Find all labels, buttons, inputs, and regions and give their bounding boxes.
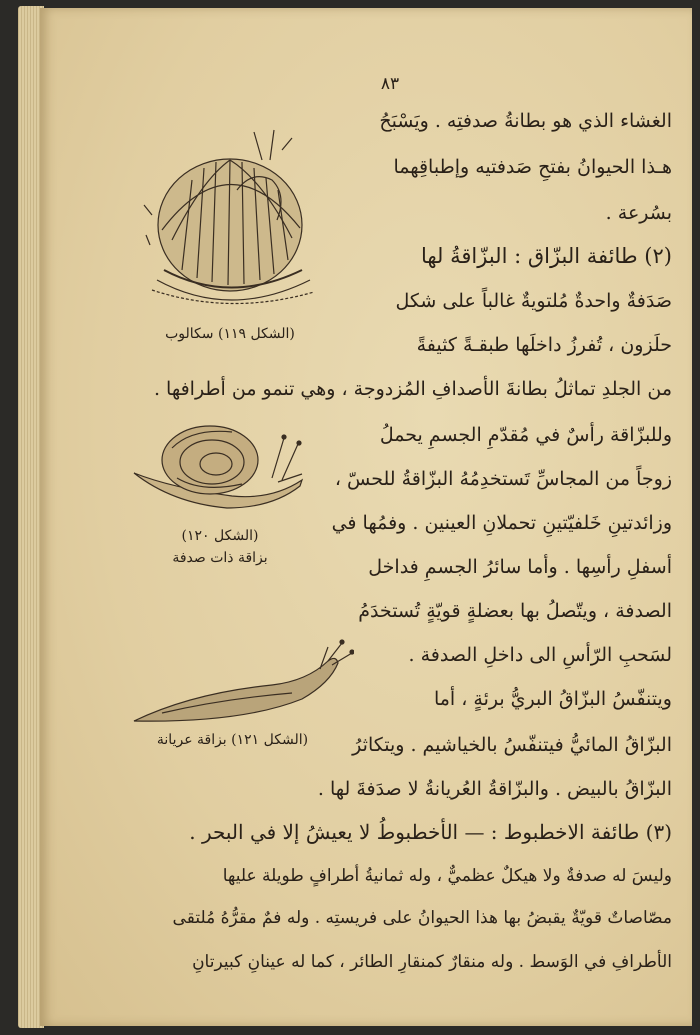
text-line-16: البزّاقُ بالبيض . والبزّاقةُ العُريانةُ لا صدَفةَ لها . xyxy=(317,778,672,800)
figure-119-caption: (الشكل ١١٩) سكالوب xyxy=(165,326,295,342)
text-line-1: الغشاء الذي هو بطانةُ صدفتِه . ويَسْبَحُ xyxy=(379,110,672,132)
text-line-20: الأطرافِ في الوَسط . وله منقارٌ كمنقارِ الطائر ، كما له عينانِ كبيرتانِ xyxy=(192,952,672,972)
book-page xyxy=(40,8,692,1026)
text-line-17: (٣) طائفة الاخطبوط : — الأخطبوطُ لا يعيشُ إلا في البحر . xyxy=(189,820,672,844)
text-line-5: صَدَفةٌ واحدةٌ مُلتويةٌ غالباً على شكل xyxy=(395,290,672,312)
page-number: ٨٣ xyxy=(380,74,400,94)
text-line-9: زوجاً من المجاسِّ تَستخدِمُهُ البزّاقةُ للحسّ ، xyxy=(334,468,672,490)
figure-120-subcaption: بزاقة ذات صدفة xyxy=(172,550,268,566)
text-line-4: (٢) طائفة البزّاق : البزّاقةُ لها xyxy=(420,244,672,268)
text-line-15: البزّاقُ المائيُّ فيتنفّسُ بالخياشيم . ويتكاثرُ xyxy=(352,734,672,756)
text-line-3: بسُرعة . xyxy=(605,202,672,224)
figure-120-caption: (الشكل ١٢٠) xyxy=(181,528,259,544)
text-line-18: وليسَ له صدفةٌ ولا هيكلٌ عظميٌّ ، وله ثمانيةُ أطرافٍ طويلة عليها xyxy=(222,866,672,886)
snail-illustration xyxy=(132,418,310,518)
text-line-6: حلَزون ، تُفرزُ داخلَها طبقـةً كثيفةً xyxy=(416,334,672,356)
figure-121-caption: (الشكل ١٢١) بزاقة عريانة xyxy=(156,732,309,748)
text-line-13: لسَحبِ الرّأسِ الى داخلِ الصدفة . xyxy=(408,644,672,666)
text-line-14: ويتنفّسُ البزّاقُ البريُّ برئةٍ ، أما xyxy=(433,688,672,710)
text-line-11: أسفلِ رأسِها . وأما سائرُ الجسمِ فداخل xyxy=(368,556,672,578)
slug-illustration xyxy=(132,633,354,728)
text-line-12: الصدفة ، ويتّصلُ بها بعضلةٍ قويّةٍ تُستخدَمُ xyxy=(358,600,672,622)
text-line-19: مصّاصاتٌ قويّةٌ يقبضُ بها هذا الحيوانُ على فريستِه . وله فمٌ مقرُّهُ مُلتقى xyxy=(172,908,672,928)
text-line-8: وللبزّاقة رأسٌ في مُقدّمِ الجسمِ يحملُ xyxy=(379,424,672,446)
text-line-2: هـذا الحيوانُ بفتحِ صَدفتيه وإطباقِهما xyxy=(393,156,672,178)
text-line-7: من الجلدِ تماثلُ بطانةَ الأصدافِ المُزدوجة ، وهي تنمو من أطرافها . xyxy=(153,378,672,400)
scallop-illustration xyxy=(142,120,322,318)
text-line-10: وزائدتينِ خَلفيّتينِ تحملانِ العينين . وفمُها في xyxy=(331,512,672,534)
